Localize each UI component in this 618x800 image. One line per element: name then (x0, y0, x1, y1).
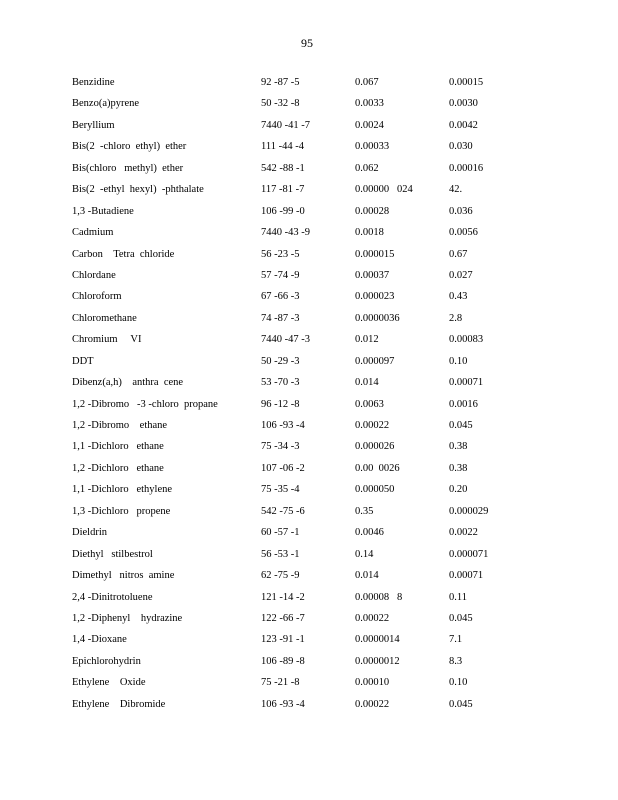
cas-number-cell: 7440 -47 -3 (261, 334, 310, 346)
value-1-cell: 0.0000012 (355, 655, 400, 667)
cas-number-cell: 106 -89 -8 (261, 655, 305, 667)
value-2-cell: 0.00015 (449, 77, 484, 88)
value-1-cell: 0.35 (355, 505, 374, 517)
value-2-cell: 0.43 (449, 291, 468, 303)
value-2-cell: 0.0042 (449, 119, 478, 131)
value-2-cell: 0.10 (449, 677, 468, 689)
value-1-cell: 0.00028 (355, 205, 390, 217)
value-1-cell: 0.014 (355, 377, 379, 389)
chemical-name-cell: Chromium VI (72, 334, 142, 346)
chemical-name-cell: Dieldrin (72, 527, 107, 539)
value-1-cell: 0.000097 (355, 355, 395, 367)
chemical-name-cell: Ethylene Dibromide (72, 698, 166, 710)
value-2-cell: 0.036 (449, 205, 473, 217)
chemical-name-cell: 1,2 -Dibromo -3 -chloro propane (72, 398, 218, 410)
table-row (72, 398, 572, 419)
table-row (72, 312, 572, 333)
cas-number-cell: 50 -32 -8 (261, 98, 300, 110)
table-row (72, 205, 572, 226)
chemical-name-cell: 1,1 -Dichloro ethane (72, 441, 164, 453)
chemical-name-cell: Benzidine (72, 77, 115, 88)
value-2-cell: 0.00071 (449, 377, 484, 389)
value-2-cell: 7.1 (449, 634, 463, 646)
value-2-cell: 0.045 (449, 612, 473, 624)
table-row (72, 376, 572, 397)
cas-number-cell: 121 -14 -2 (261, 591, 305, 603)
cas-number-cell: 117 -81 -7 (261, 184, 305, 196)
table-row (72, 140, 572, 161)
table-row (72, 76, 572, 97)
cas-number-cell: 106 -99 -0 (261, 205, 305, 217)
table-row (72, 333, 572, 354)
chemical-name-cell: 1,2 -Dichloro ethane (72, 462, 164, 474)
table-row (72, 162, 572, 183)
page-number: 95 (301, 36, 313, 50)
value-2-cell: 0.20 (449, 484, 468, 496)
value-2-cell: 0.0016 (449, 398, 478, 410)
cas-number-cell: 67 -66 -3 (261, 291, 300, 303)
value-2-cell: 0.00071 (449, 570, 484, 582)
value-1-cell: 0.0018 (355, 227, 384, 239)
table-row (72, 483, 572, 504)
value-2-cell: 0.38 (449, 462, 468, 474)
chemical-name-cell: Beryllium (72, 119, 115, 131)
value-1-cell: 0.062 (355, 162, 379, 174)
chemical-table (72, 76, 572, 719)
cas-number-cell: 106 -93 -4 (261, 698, 305, 710)
cas-number-cell: 111 -44 -4 (261, 141, 304, 153)
chemical-name-cell: Chlordane (72, 269, 116, 281)
value-1-cell: 0.000023 (355, 291, 395, 303)
chemical-name-cell: 2,4 -Dinitrotoluene (72, 591, 153, 603)
table-row (72, 440, 572, 461)
cas-number-cell: 7440 -43 -9 (261, 227, 310, 239)
table-row (72, 698, 572, 719)
value-2-cell: 0.000071 (449, 548, 489, 560)
chemical-name-cell: 1,2 -Dibromo ethane (72, 420, 168, 431)
chemical-name-cell: 1,3 -Butadiene (72, 205, 134, 217)
table-row (72, 569, 572, 590)
table-row (72, 226, 572, 247)
table-row (72, 119, 572, 140)
value-1-cell: 0.0063 (355, 398, 384, 410)
chemical-name-cell: Benzo(a)pyrene (72, 98, 140, 110)
table-row (72, 462, 572, 483)
value-1-cell: 0.00008 8 (355, 591, 403, 603)
value-1-cell: 0.00 0026 (355, 462, 400, 474)
value-1-cell: 0.00033 (355, 141, 390, 153)
cas-number-cell: 53 -70 -3 (261, 377, 300, 389)
table-row (72, 612, 572, 633)
chemical-name-cell: 1,1 -Dichloro ethylene (72, 484, 173, 496)
cas-number-cell: 75 -35 -4 (261, 484, 300, 496)
value-2-cell: 0.0056 (449, 227, 478, 239)
table-row (72, 655, 572, 676)
value-2-cell: 0.027 (449, 269, 473, 281)
value-2-cell: 8.3 (449, 655, 463, 667)
chemical-name-cell: 1,2 -Diphenyl hydrazine (72, 612, 183, 624)
value-1-cell: 0.000015 (355, 248, 395, 260)
value-1-cell: 0.00022 (355, 612, 390, 624)
value-2-cell: 0.0022 (449, 527, 478, 539)
cas-number-cell: 74 -87 -3 (261, 312, 300, 324)
cas-number-cell: 60 -57 -1 (261, 527, 300, 539)
value-1-cell: 0.000026 (355, 441, 395, 453)
cas-number-cell: 56 -23 -5 (261, 248, 300, 260)
chemical-name-cell: Ethylene Oxide (72, 677, 146, 689)
value-1-cell: 0.0000036 (355, 312, 400, 324)
value-2-cell: 0.000029 (449, 505, 489, 517)
table-row (72, 591, 572, 612)
chemical-name-cell: Epichlorohydrin (72, 655, 141, 667)
cas-number-cell: 96 -12 -8 (261, 398, 300, 410)
chemical-name-cell: Dibenz(a,h) anthra cene (72, 377, 184, 389)
chemical-name-cell: 1,4 -Dioxane (72, 634, 127, 646)
chemical-name-cell: Cadmium (72, 227, 114, 239)
chemical-name-cell: Bis(chloro methyl) ether (72, 162, 184, 174)
value-2-cell: 0.0030 (449, 98, 478, 110)
chemical-name-cell: 1,3 -Dichloro propene (72, 505, 171, 517)
table-row (72, 633, 572, 654)
cas-number-cell: 75 -21 -8 (261, 677, 300, 689)
value-1-cell: 0.0000014 (355, 634, 400, 646)
table-row (72, 97, 572, 118)
chemical-name-cell: Diethyl stilbestrol (72, 548, 153, 560)
cas-number-cell: 92 -87 -5 (261, 77, 300, 88)
cas-number-cell: 106 -93 -4 (261, 420, 305, 431)
value-1-cell: 0.0046 (355, 527, 384, 539)
value-2-cell: 0.00016 (449, 162, 484, 174)
value-1-cell: 0.00022 (355, 698, 390, 710)
value-2-cell: 0.030 (449, 141, 473, 153)
cas-number-cell: 57 -74 -9 (261, 269, 300, 281)
table-row (72, 269, 572, 290)
cas-number-cell: 107 -06 -2 (261, 462, 305, 474)
cas-number-cell: 62 -75 -9 (261, 570, 300, 582)
table-row (72, 355, 572, 376)
cas-number-cell: 542 -88 -1 (261, 162, 305, 174)
table-row (72, 676, 572, 697)
value-2-cell: 0.045 (449, 698, 473, 710)
cas-number-cell: 75 -34 -3 (261, 441, 300, 453)
value-2-cell: 0.045 (449, 420, 473, 431)
chemical-name-cell: Bis(2 -chloro ethyl) ether (72, 141, 187, 153)
value-2-cell: 0.00083 (449, 334, 484, 346)
value-1-cell: 0.000050 (355, 484, 395, 496)
value-1-cell: 0.00037 (355, 269, 390, 281)
cas-number-cell: 123 -91 -1 (261, 634, 305, 646)
value-1-cell: 0.0033 (355, 98, 384, 110)
table-row (72, 183, 572, 204)
value-1-cell: 0.014 (355, 570, 379, 582)
value-1-cell: 0.14 (355, 548, 374, 560)
table-row (72, 419, 572, 440)
table-row (72, 248, 572, 269)
chemical-name-cell: Carbon Tetra chloride (72, 248, 175, 260)
value-1-cell: 0.00000 024 (355, 184, 413, 196)
cas-number-cell: 56 -53 -1 (261, 548, 300, 560)
chemical-name-cell: Dimethyl nitros amine (72, 570, 175, 582)
cas-number-cell: 50 -29 -3 (261, 355, 300, 367)
value-1-cell: 0.00010 (355, 677, 390, 689)
table-row (72, 290, 572, 311)
chemical-name-cell: DDT (72, 355, 94, 367)
value-1-cell: 0.0024 (355, 119, 384, 131)
value-2-cell: 0.10 (449, 355, 468, 367)
chemical-name-cell: Chloromethane (72, 312, 137, 324)
chemical-name-cell: Bis(2 -ethyl hexyl) -phthalate (72, 184, 204, 196)
value-1-cell: 0.067 (355, 77, 379, 88)
value-2-cell: 0.67 (449, 248, 468, 260)
value-1-cell: 0.00022 (355, 420, 390, 431)
value-2-cell: 2.8 (449, 312, 463, 324)
value-2-cell: 0.38 (449, 441, 468, 453)
table-row (72, 505, 572, 526)
value-1-cell: 0.012 (355, 334, 379, 346)
cas-number-cell: 7440 -41 -7 (261, 119, 310, 131)
cas-number-cell: 542 -75 -6 (261, 505, 305, 517)
chemical-name-cell: Chloroform (72, 291, 122, 303)
table-row (72, 526, 572, 547)
value-2-cell: 0.11 (449, 591, 467, 603)
cas-number-cell: 122 -66 -7 (261, 612, 305, 624)
table-row (72, 548, 572, 569)
value-2-cell: 42. (449, 184, 463, 196)
